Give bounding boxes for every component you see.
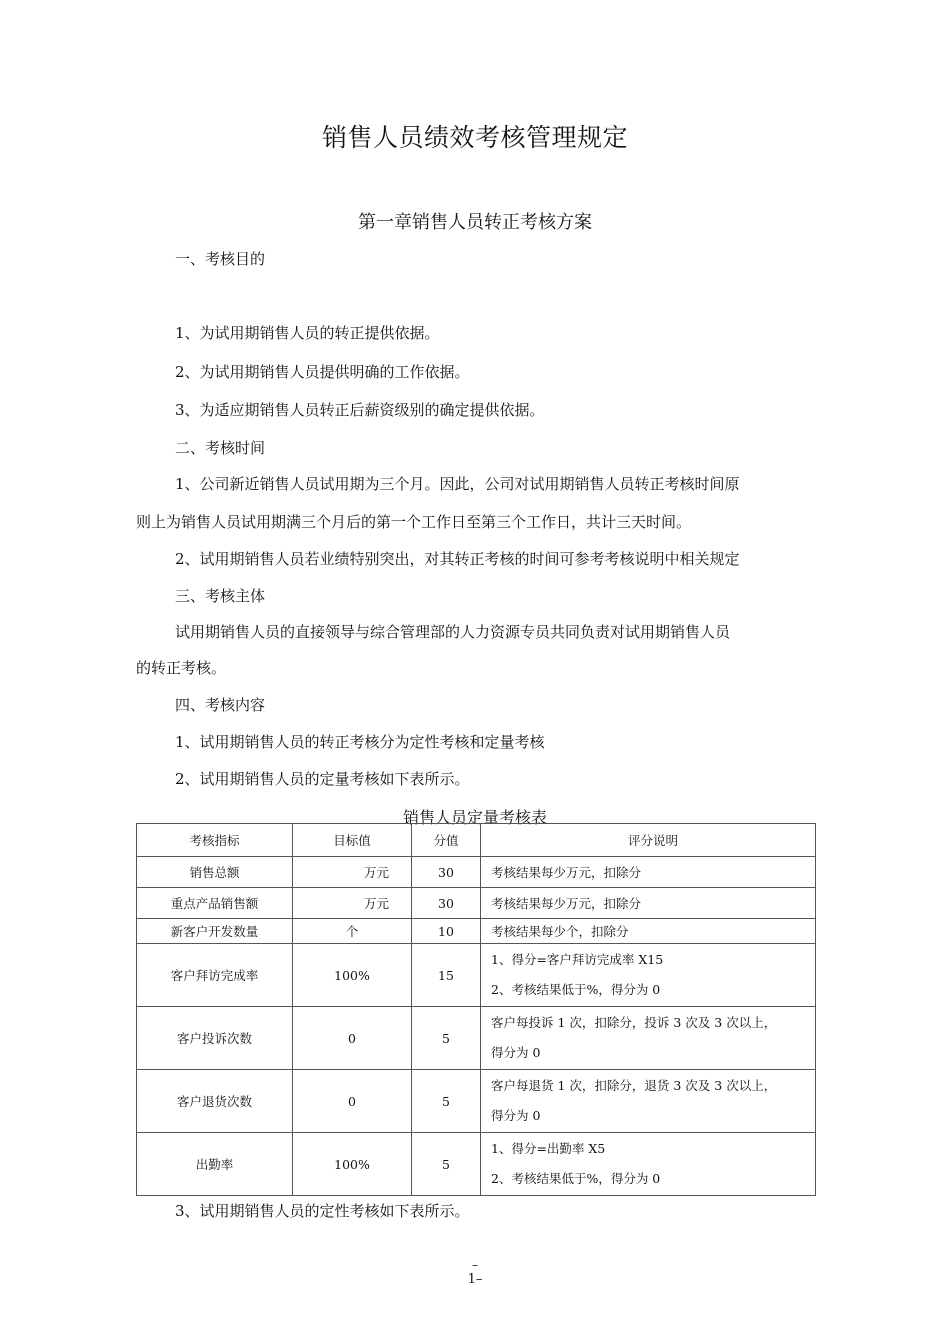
paragraph: 3、为适应期销售人员转正后薪资级别的确定提供依据。: [175, 401, 545, 419]
indicator-cell: 客户拜访完成率: [137, 944, 293, 1007]
table-row: [137, 919, 816, 944]
footer-dash: –: [472, 1258, 478, 1272]
table-row: [137, 1133, 816, 1196]
quantitative-assessment-table: [136, 823, 816, 1196]
description-cell: 考核结果每少个，扣除分: [481, 919, 816, 944]
target-cell: 0: [293, 1070, 412, 1133]
target-cell: 个: [293, 919, 412, 944]
target-cell: 0: [293, 1007, 412, 1070]
score-cell: 10: [412, 919, 481, 944]
table-row: [137, 857, 816, 888]
section-heading-subject: 三、考核主体: [175, 587, 266, 605]
page-number: 1–: [467, 1272, 483, 1287]
score-cell: 5: [412, 1133, 481, 1196]
target-cell: 100%: [293, 1133, 412, 1196]
paragraph: 1、公司新近销售人员试用期为三个月。因此，公司对试用期销售人员转正考核时间原: [175, 475, 740, 493]
paragraph: 试用期销售人员的直接领导与综合管理部的人力资源专员共同负责对试用期销售人员: [175, 623, 731, 641]
header-cell: 目标值: [293, 824, 412, 857]
paragraph: 1、为试用期销售人员的转正提供依据。: [175, 324, 440, 342]
description-cell: 1、得分=客户拜访完成率 X15 2、考核结果低于%，得分为 0: [481, 944, 816, 1007]
document-title: 销售人员绩效考核管理规定: [321, 123, 628, 152]
table-row: [137, 1007, 816, 1070]
paragraph: 3、试用期销售人员的定性考核如下表所示。: [175, 1202, 470, 1220]
header-cell: 评分说明: [481, 824, 816, 857]
target-cell: 万元: [293, 857, 412, 888]
paragraph: 2、试用期销售人员的定量考核如下表所示。: [175, 770, 470, 788]
score-cell: 15: [412, 944, 481, 1007]
chapter-heading: 第一章销售人员转正考核方案: [358, 212, 592, 233]
score-cell: 30: [412, 857, 481, 888]
indicator-cell: 客户投诉次数: [137, 1007, 293, 1070]
paragraph: 的转正考核。: [136, 659, 227, 677]
score-cell: 30: [412, 888, 481, 919]
header-cell: 分值: [412, 824, 481, 857]
target-cell: 万元: [293, 888, 412, 919]
target-cell: 100%: [293, 944, 412, 1007]
indicator-cell: 出勤率: [137, 1133, 293, 1196]
score-cell: 5: [412, 1070, 481, 1133]
paragraph: 2、试用期销售人员若业绩特别突出，对其转正考核的时间可参考考核说明中相关规定: [175, 550, 740, 568]
description-cell: 1、得分=出勤率 X5 2、考核结果低于%，得分为 0: [481, 1133, 816, 1196]
table-header-row: [137, 824, 816, 857]
table-row: [137, 888, 816, 919]
section-heading-purpose: 一、考核目的: [175, 250, 266, 268]
paragraph: 2、为试用期销售人员提供明确的工作依据。: [175, 363, 470, 381]
description-cell: 客户每退货 1 次，扣除分，退货 3 次及 3 次以上， 得分为 0: [481, 1070, 816, 1133]
section-heading-content: 四、考核内容: [175, 696, 266, 714]
score-cell: 5: [412, 1007, 481, 1070]
table-row: [137, 1070, 816, 1133]
description-cell: 考核结果每少万元，扣除分: [481, 857, 816, 888]
table-row: [137, 944, 816, 1007]
header-cell: 考核指标: [137, 824, 293, 857]
table-title: 销售人员定量考核表: [402, 808, 547, 827]
indicator-cell: 新客户开发数量: [137, 919, 293, 944]
description-cell: 客户每投诉 1 次，扣除分，投诉 3 次及 3 次以上， 得分为 0: [481, 1007, 816, 1070]
section-heading-time: 二、考核时间: [175, 439, 266, 457]
description-cell: 考核结果每少万元，扣除分: [481, 888, 816, 919]
indicator-cell: 重点产品销售额: [137, 888, 293, 919]
paragraph: 1、试用期销售人员的转正考核分为定性考核和定量考核: [175, 733, 545, 751]
indicator-cell: 销售总额: [137, 857, 293, 888]
paragraph: 则上为销售人员试用期满三个月后的第一个工作日至第三个工作日，共计三天时间。: [136, 513, 692, 531]
indicator-cell: 客户退货次数: [137, 1070, 293, 1133]
